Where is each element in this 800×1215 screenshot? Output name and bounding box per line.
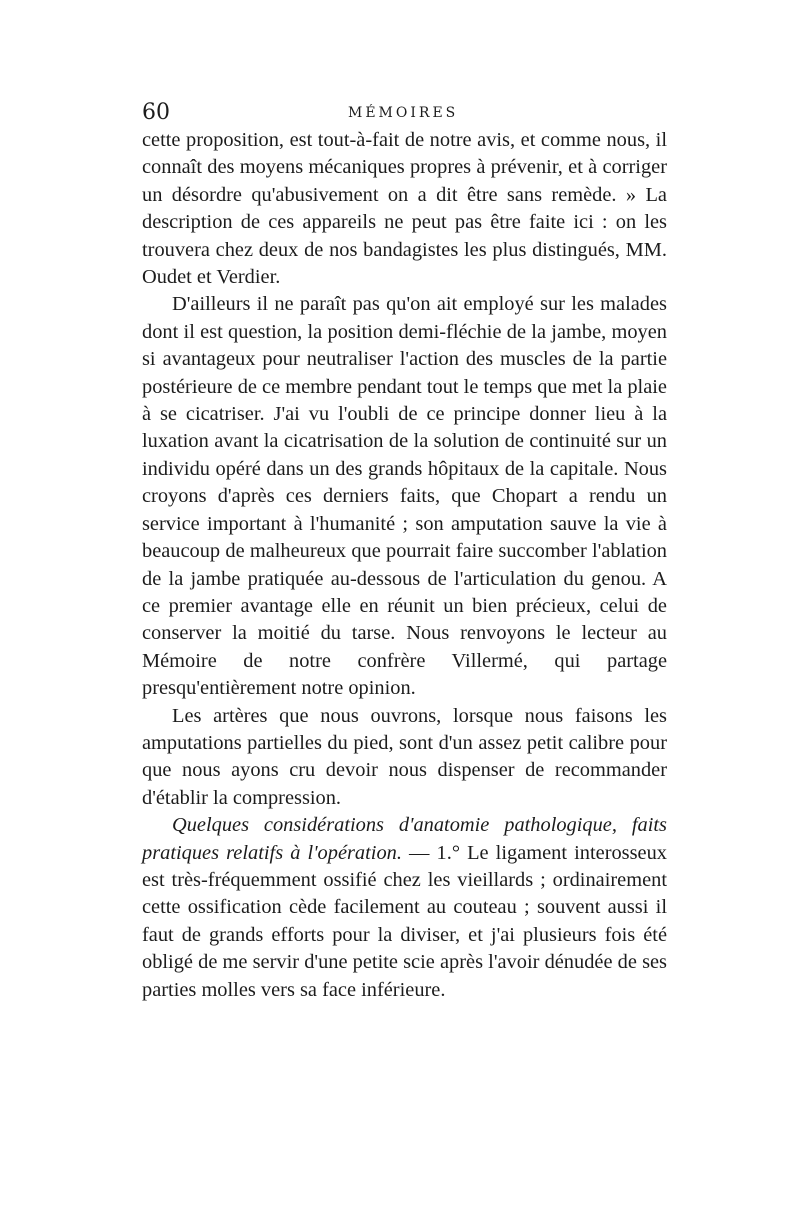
body-text [142,127,667,1004]
paragraph [142,812,667,1004]
page-header [142,100,662,128]
paragraph: D'ailleurs il ne paraît pas qu'on ait employé sur les malades dont il est question, la position demi-fléchie de la jambe, moyen si avantageux pour neutraliser l'action des muscles de la partie postérieure de ce membre pendant tout le temps que met la plaie à se cicatriser. J'ai vu l'oubli de ce principe donner lieu à la luxation avant la cicatrisation de la solution de continuité sur un individu opéré dans un des grands hôpitaux de la capitale. Nous croyons d'après ces derniers faits, que Chopart a rendu un service important à l'humanité ; son amputation sauve la vie à beaucoup de malheureux que pourrait faire succomber l'ablation de la jambe pratiquée au-dessous de l'articulation du genou. A ce premier avantage elle en réunit un bien précieux, celui de conserver la moitié du tarse. Nous renvoyons le lecteur au Mémoire de notre confrère Villermé, qui partage presqu'entièrement notre opinion. [142,293,667,700]
running-head: MÉMOIRES [348,105,459,121]
paragraph: cette proposition, est tout-à-fait de notre avis, et comme nous, il connaît des moyens mécaniques propres à prévenir, et à corriger un désordre qu'abusivement on a dit être sans remède. » La description de ces appareils ne peut pas être faite ici : on les trouvera chez deux de nos bandagistes les plus distingués, MM. Oudet et Verdier. [142,129,667,289]
page-number: 60 [142,100,170,125]
paragraph: Les artères que nous ouvrons, lorsque nous faisons les amputations partielles du pied, sont d'un assez petit calibre pour que nous ayons cru devoir nous dispenser de recommander d'établir la compression. [142,704,667,809]
section-heading: Quelques considérations d'anatomie pathologique, faits pratiques relatifs à l'opération. [142,814,667,864]
paragraph-text: — 1.° Le ligament interosseux est très-fréquemment ossifié chez les vieillards ; ordinairement cette ossification cède facilement au couteau ; souvent aussi il faut de grands efforts pour la diviser, et j'ai plusieurs fois été obligé de me servir d'une petite scie après l'avoir dénudée de ses parties molles vers sa face inférieure. [142,841,667,1001]
